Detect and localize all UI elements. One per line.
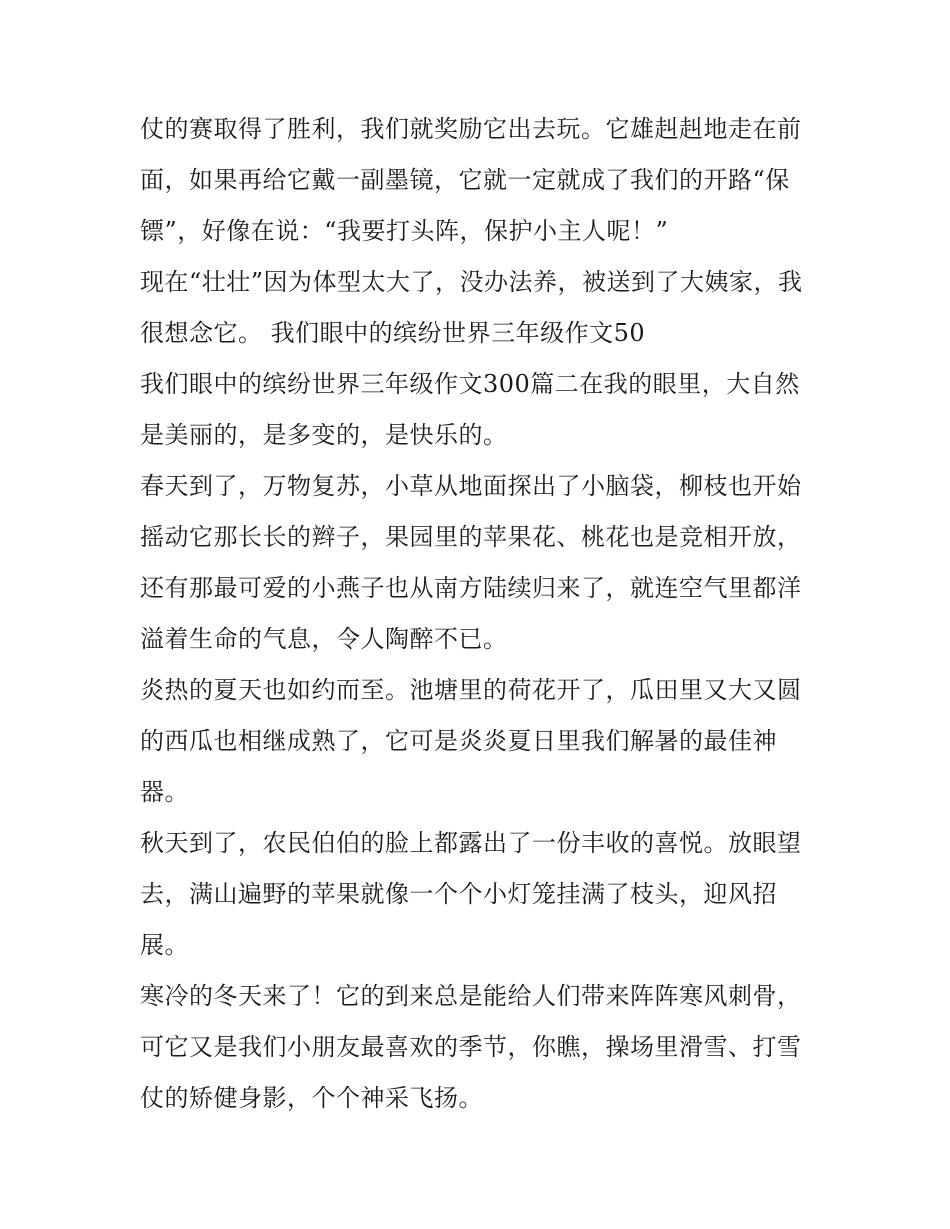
text-line: 展。	[140, 931, 189, 959]
text-line: 炎热的夏天也如约而至。池塘里的荷花开了，瓜田里又大又圆	[140, 676, 802, 704]
text-line: 摇动它那长长的辫子，果园里的苹果花、桃花也是竞相开放，	[140, 523, 802, 551]
text-line: 春天到了，万物复苏，小草从地面探出了小脑袋，柳枝也开始	[140, 472, 802, 500]
text-line: 镖”，好像在说：“我要打头阵，保护小主人呢！”	[140, 217, 669, 245]
text-line: 仗的矫健身影，个个神采飞扬。	[140, 1084, 483, 1112]
text-line: 很想念它。 我们眼中的缤纷世界三年级作文50	[140, 319, 646, 347]
text-line: 寒冷的冬天来了！它的到来总是能给人们带来阵阵寒风刺骨，	[140, 982, 802, 1010]
text-line: 去，满山遍野的苹果就像一个个小灯笼挂满了枝头，迎风招	[140, 880, 777, 908]
text-line: 的西瓜也相继成熟了，它可是炎炎夏日里我们解暑的最佳神	[140, 727, 777, 755]
text-line: 仗的赛取得了胜利，我们就奖励它出去玩。它雄赳赳地走在前	[140, 115, 802, 143]
text-line: 面，如果再给它戴一副墨镜，它就一定就成了我们的开路“保	[140, 166, 790, 194]
text-line: 可它又是我们小朋友最喜欢的季节，你瞧，操场里滑雪、打雪	[140, 1033, 802, 1061]
essay-body	[140, 104, 820, 1124]
text-line: 是美丽的，是多变的，是快乐的。	[140, 421, 508, 449]
text-line: 还有那最可爱的小燕子也从南方陆续归来了，就连空气里都洋	[140, 574, 802, 602]
text-line: 我们眼中的缤纷世界三年级作文300篇二在我的眼里，大自然	[140, 370, 800, 398]
text-line: 器。	[140, 778, 189, 806]
text-line: 秋天到了，农民伯伯的脸上都露出了一份丰收的喜悦。放眼望	[140, 829, 802, 857]
text-line: 现在“壮壮”因为体型太大了，没办法养，被送到了大姨家，我	[140, 268, 803, 296]
text-line: 溢着生命的气息，令人陶醉不已。	[140, 625, 508, 653]
